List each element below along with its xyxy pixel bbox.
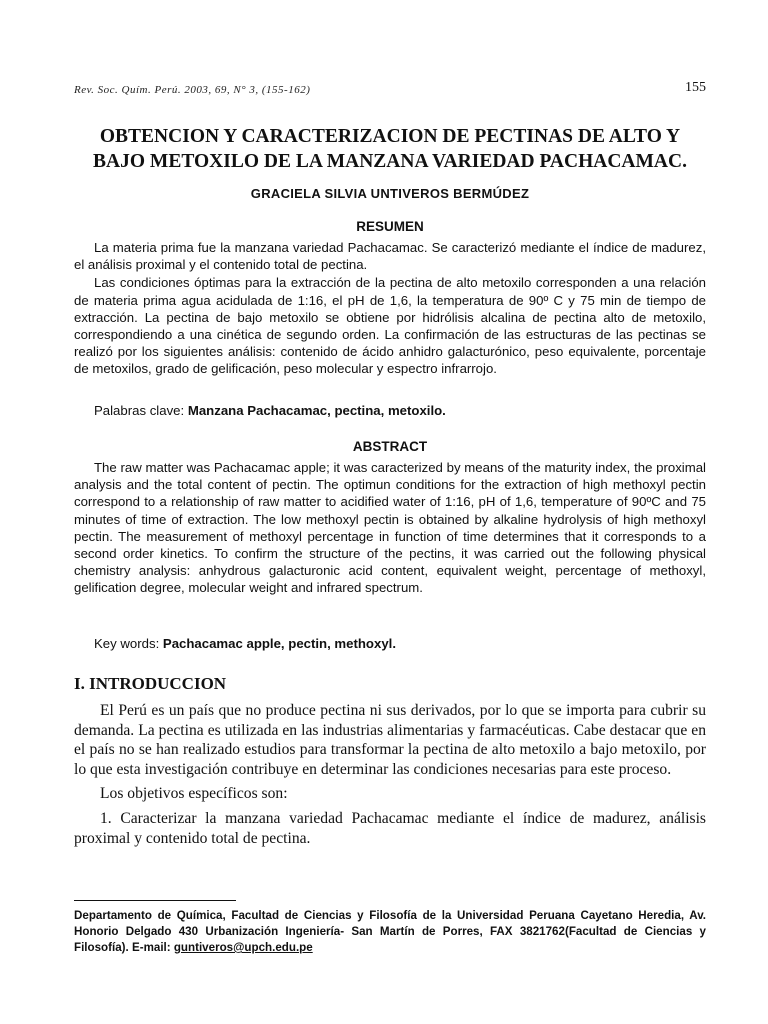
abstract-keywords (94, 636, 396, 651)
keywords-label: Key words: (94, 636, 160, 651)
paper-title (74, 124, 706, 174)
abstract-heading: ABSTRACT (352, 439, 428, 454)
footnote-divider (74, 900, 236, 901)
email-link[interactable]: guntiveros@upch.edu.pe (173, 941, 313, 954)
journal-citation: Rev. Soc. Quím. Perú. 2003, 69, N° 3, (155-162) (74, 84, 311, 96)
keywords-label: Palabras clave: (94, 403, 185, 418)
introduction-body (74, 701, 706, 848)
abstract-paragraph-1: The raw matter was Pachacamac apple; it was caracterized by means of the maturity index, the proximal analysis and the total content of pectin. The optimun conditions for the extraction of high methoxyl pectin correspond to a relationship of raw matter to acidified water of 1:16, pH of 1,6, temperature of 90ºC and 75 minutes of time of extraction. The low methoxyl pectin is obtained by alkaline hydrolysis of high methoxyl pectin. The measurement of methoxyl percentage in function of time determines that it corresponds to a second order kinetics. To confirm the structure of the pectins, it was carried out the following physical chemistry analysis: anhydrous galacturonic acid content, equivalent weight, percentage of methoxyl, gelification degree, molecular weight and infrared spectrum. (74, 460, 706, 596)
resumen-keywords (94, 403, 446, 418)
keywords-values: Pachacamac apple, pectin, methoxyl. (162, 636, 396, 651)
keywords-values: Manzana Pachacamac, pectina, metoxilo. (187, 403, 446, 418)
intro-paragraph-2: Los objetivos específicos son: (100, 785, 288, 803)
footnote-text: Departamento de Química, Facultad de Ciencias y Filosofía de la Universidad Peruana Cayetano Heredia, Av. Honorio Delgado 430 Urbanización Ingeniería- San Martín de Porres, FAX 3821762(Facultad de Ciencias y Filosofía). E-mail: (74, 909, 706, 954)
introduction-heading: I. INTRODUCCION (74, 674, 227, 693)
title-line-2: BAJO METOXILO DE LA MANZANA VARIEDAD PACHACAMAC. (93, 151, 687, 172)
affiliation-footnote (74, 908, 706, 956)
title-line-1: OBTENCION Y CARACTERIZACION DE PECTINAS DE ALTO Y (99, 126, 681, 147)
resumen-paragraph-2: Las condiciones óptimas para la extracción de la pectina de alto metoxilo corresponden a una relación de materia prima agua acidulada de 1:16, el pH de 1,6, la temperatura de 90º C y 75 min de tiempo de extracción. La pectina de bajo metoxilo se obtiene por hidrólisis alcalina de pectina alto de metoxilo, correspondiendo a una cinética de segundo orden. La confirmación de las estructuras de las pectinas se realizó por los siguientes análisis: contenido de ácido anhidro galacturónico, peso equivalente, porcentaje de metoxilos, grado de gelificación, peso molecular y espectro infrarrojo. (74, 275, 706, 377)
intro-paragraph-1: El Perú es un país que no produce pectina ni sus derivados, por lo que se importa para cubrir su demanda. La pectina es utilizada en las industrias alimentarias y farmacéuticas. Cabe destacar que en el país no se han realizado estudios para transformar la pectina de alto metoxilo a bajo metoxilo, por lo que esta investigación contribuye en determinar las condiciones necesarias para este proceso. (74, 702, 706, 778)
page-number: 155 (685, 80, 706, 95)
author-name: GRACIELA SILVIA UNTIVEROS BERMÚDEZ (250, 186, 530, 201)
resumen-heading: RESUMEN (356, 219, 424, 234)
abstract-body (74, 459, 706, 597)
running-header (74, 80, 706, 100)
intro-objective-1: 1. Caracterizar la manzana variedad Pachacamac mediante el índice de madurez, análisis proximal y contenido total de pectina. (74, 809, 706, 847)
resumen-body (74, 239, 706, 378)
resumen-paragraph-1: La materia prima fue la manzana variedad Pachacamac. Se caracterizó mediante el índice de madurez, el análisis proximal y el contenido total de pectina. (74, 240, 706, 273)
